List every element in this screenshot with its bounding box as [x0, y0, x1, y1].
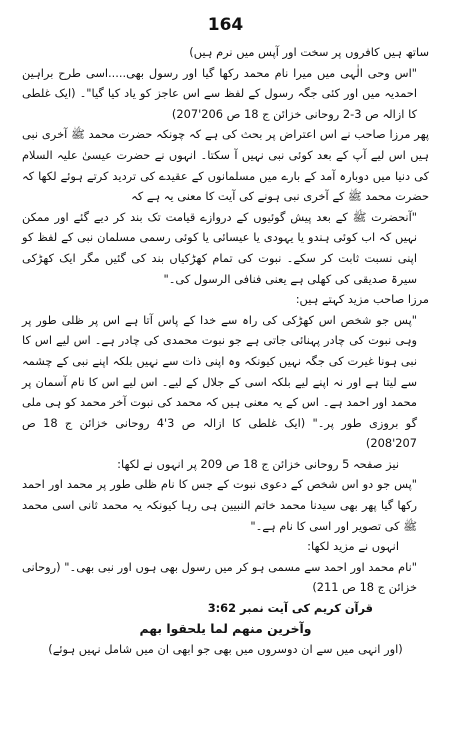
- paragraph-argument: پھر مرزا صاحب نے اس اعتراض پر بحث کی ہے کہ چونکہ حضرت محمد ﷺ آخری نبی ہیں اس لیے آپ کے بعد کوئی نبی نہیں آ سکتا۔ انہوں نے حضرت عیسیٰ علیہ السلام کی دنیا میں دوبارہ آمد کے بارے میں مسلمانوں کے عقیدے کی تردید کرتے ہوئے لکھا کہ حضرت محمد ﷺ کے آخری نبی ہونے کی آیت کا معنی یہ ہے کہ: [22, 127, 429, 204]
- paragraph-mirza-says: مرزا صاحب مزید کہتے ہیں:: [295, 292, 429, 307]
- quote-rasool: "نام محمد اور احمد سے مسمی ہو کر میں رسول بھی ہوں اور نبی بھی۔" (روحانی خزائن ج 18 ص 211): [22, 559, 417, 595]
- quote-khatam: "آنحضرت ﷺ کے بعد پیش گوئیوں کے دروازے قیامت تک بند کر دیے گئے اور ممکن نہیں کہ اب کوئی ہندو یا یہودی یا عیسائی یا کوئی رسمی مسلمان نبی کے لفظ کو اپنی نسبت ثابت کر سکے۔ نبوت کی تمام کھڑکیاں بند کی گئیں مگر ایک کھڑکی سیرۃ صدیقی کی کھلی ہے یعنی فنافی الرسول کی۔": [22, 209, 417, 286]
- quote-zilli: "پس جو دو اس شخص کے دعوی نبوت کے جس کا نام ظلی طور پر محمد اور احمد رکھا گیا پھر بھی سیدنا محمد خاتم النبیین ہی رہا کیونکہ یہ محمد ثانی اسی محمد ﷺ کی تصویر اور اسی کا نام ہے۔": [22, 477, 417, 533]
- verse-reference: قرآن کریم کی آیت نمبر 3:62: [207, 601, 373, 616]
- page-body: [22, 42, 429, 660]
- paragraph-intro: ساتھ ہیں کافروں پر سخت اور آپس میں نرم ہیں): [189, 45, 429, 59]
- page-number: 164: [207, 15, 244, 35]
- paragraph-page5: نیز صفحہ 5 روحانی خزائن ج 18 ص 209 پر انہوں نے لکھا:: [117, 456, 399, 471]
- arabic-verse: وآخرین منھم لما یلحقوا بھم: [139, 620, 312, 636]
- verse-translation: (اور انہی میں سے ان دوسروں میں بھی جو ابھی ان میں شامل نہیں ہوئے): [48, 642, 403, 657]
- quote-wahi: "اس وحی الٰہی میں میرا نام محمد رکھا گیا اور رسول بھی.....اسی طرح براہین احمدیہ میں اور کئی جگہ رسول کے لفظ سے اس عاجز کو یاد کیا گیا"۔ (ایک غلطی کا ازالہ ص 3-2 روحانی خزائن ج 18 ص 206'207): [22, 65, 417, 121]
- paragraph-further-wrote: انہوں نے مزید لکھا:: [307, 539, 399, 554]
- quote-khirki: "پس جو شخص اس کھڑکی کی راہ سے خدا کے پاس آتا ہے اس پر ظلی طور پر وہی نبوت کی چادر پہنائی جاتی ہے جو نبوت محمدی کی چادر ہے۔ اس لیے اس کا نبی ہونا غیرت کی جگہ نہیں کیونکہ وہ اپنی ذات سے نہیں بلکہ اپنے نبی کے چشمہ سے لیتا ہے اور نہ اپنے لیے بلکہ اسی کے جلال کے لیے۔ اس لیے اس کا نام آسمان پر محمد اور احمد ہے۔ اس کے یہ معنی ہیں کہ محمد کی نبوت آخر محمد کو ہی ملی گو بروزی طور پر۔" (ایک غلطی کا ازالہ ص 3'4 روحانی خزائن ج 18 ص 207'208): [22, 312, 417, 451]
